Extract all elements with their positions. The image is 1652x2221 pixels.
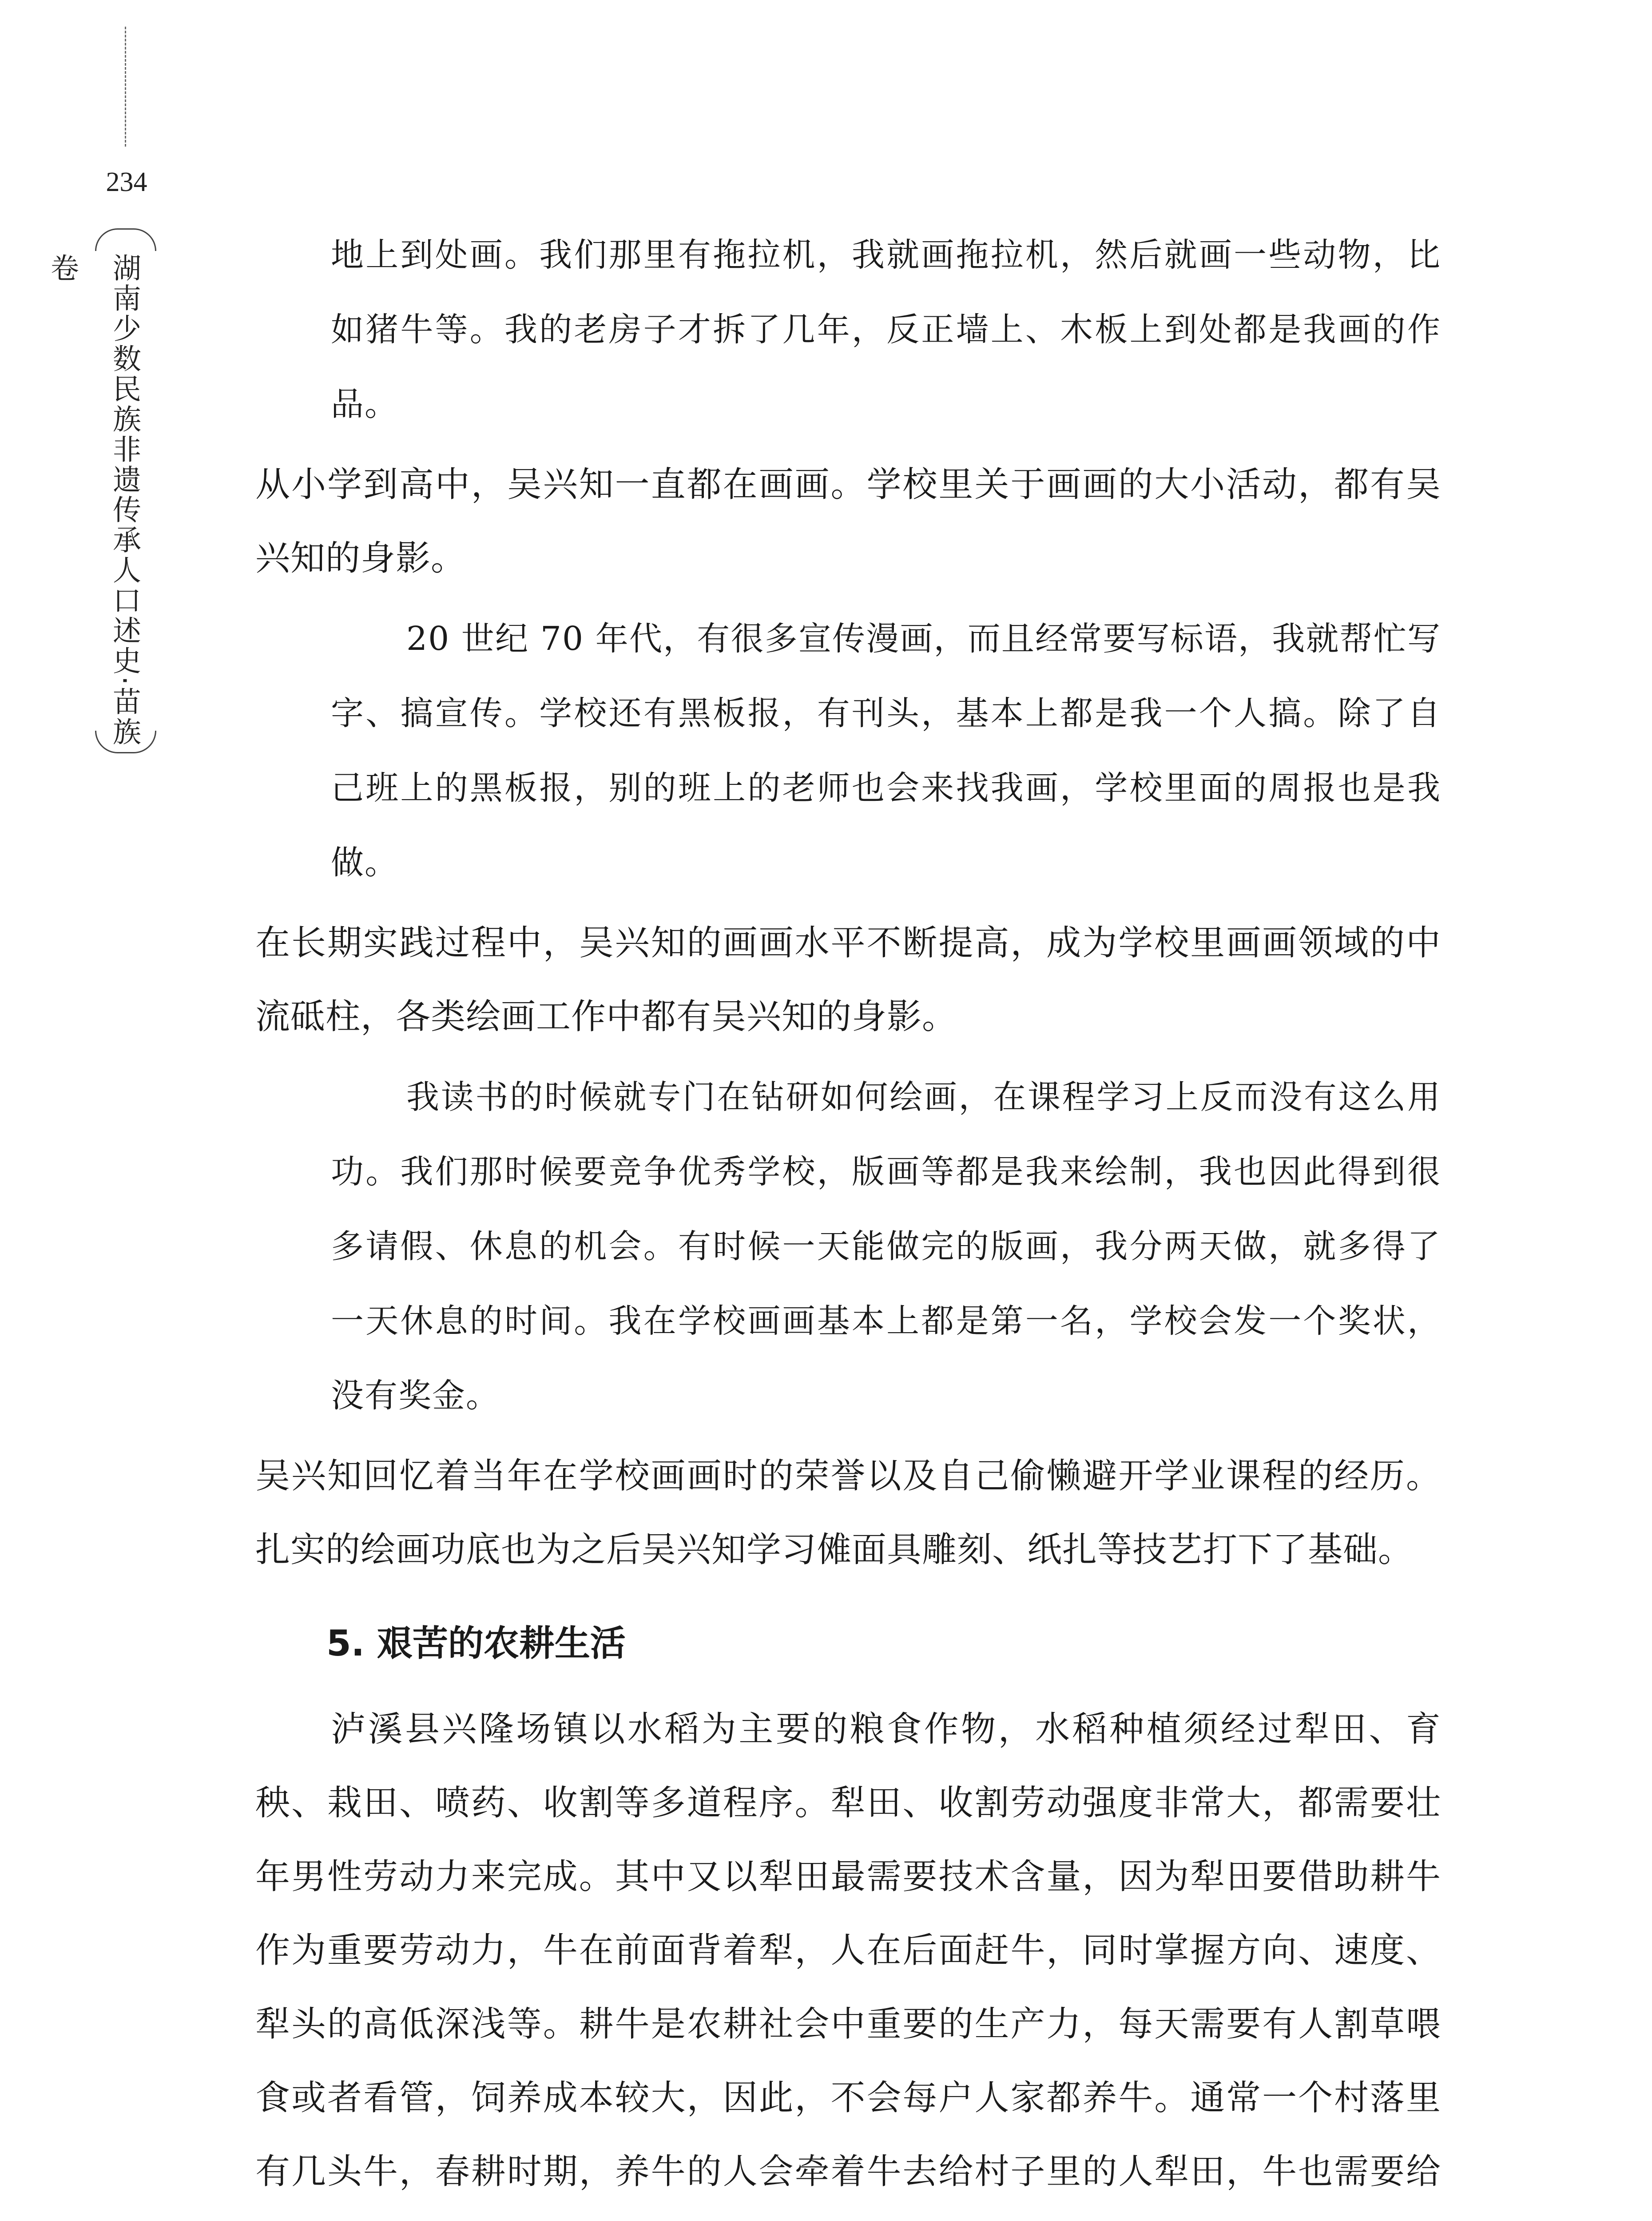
page-number: 234	[106, 167, 147, 197]
body-paragraph-3: 吴兴知回忆着当年在学校画画时的荣誉以及自己偷懒避开学业课程的经历。扎实的绘画功底也为之后吴兴知学习傩面具雕刻、纸扎等技艺打下了基础。	[255, 1456, 1441, 1570]
quote-paragraph-3: 我读书的时候就专门在钻研如何绘画，在课程学习上反而没有这么用功。我们那时候要竞争优秀学校，版画等都是我来绘制，我也因此得到很多请假、休息的机会。有时候一天能做完的版画，我分两天做，就多得了一天休息的时间。我在学校画画基本上都是第一名，学校会发一个奖状，没有奖金。	[331, 1078, 1441, 1415]
margin-dashed-rule	[125, 27, 126, 147]
body-paragraph-2: 在长期实践过程中，吴兴知的画画水平不断提高，成为学校里画画领域的中流砥柱，各类绘画工作中都有吴兴知的身影。	[255, 923, 1441, 1037]
running-head-bracket-top	[95, 228, 156, 251]
running-head-title: 湖南少数民族非遗传承人口述史·苗族卷	[46, 253, 141, 748]
running-head	[46, 231, 160, 751]
page-body	[255, 218, 1441, 2221]
quote-paragraph-2: 20 世纪 70 年代，有很多宣传漫画，而且经常要写标语，我就帮忙写字、搞宣传。学校还有黑板报，有刊头，基本上都是我一个人搞。除了自己班上的黑板报，别的班上的老师也会来找我画，学校里面的周报也是我做。	[331, 620, 1441, 882]
section-heading: 5. 艰苦的农耕生活	[326, 1623, 626, 1664]
body-paragraph-4: 泸溪县兴隆场镇以水稻为主要的粮食作物，水稻种植须经过犁田、育秧、栽田、喷药、收割等多道程序。犁田、收割劳动强度非常大，都需要壮年男性劳动力来完成。其中又以犁田最需要技术含量，因为犁田要借助耕牛作为重要劳动力，牛在前面背着犁，人在后面赶牛，同时掌握方向、速度、犁头的高低深浅等。耕牛是农耕社会中重要的生产力，每天需要有人割草喂食或者看管，饲养成本较大，因此，不会每户人家都养牛。通常一个村落里有几头牛，春耕时期，养牛的人会牵着牛去给村子里的人犁田，牛也需要给	[255, 1709, 1441, 2192]
quote-paragraph-1: 地上到处画。我们那里有拖拉机，我就画拖拉机，然后就画一些动物，比如猪牛等。我的老房子才拆了几年，反正墙上、木板上到处都是我画的作品。	[331, 236, 1441, 423]
body-paragraph-1: 从小学到高中，吴兴知一直都在画画。学校里关于画画的大小活动，都有吴兴知的身影。	[255, 465, 1441, 578]
